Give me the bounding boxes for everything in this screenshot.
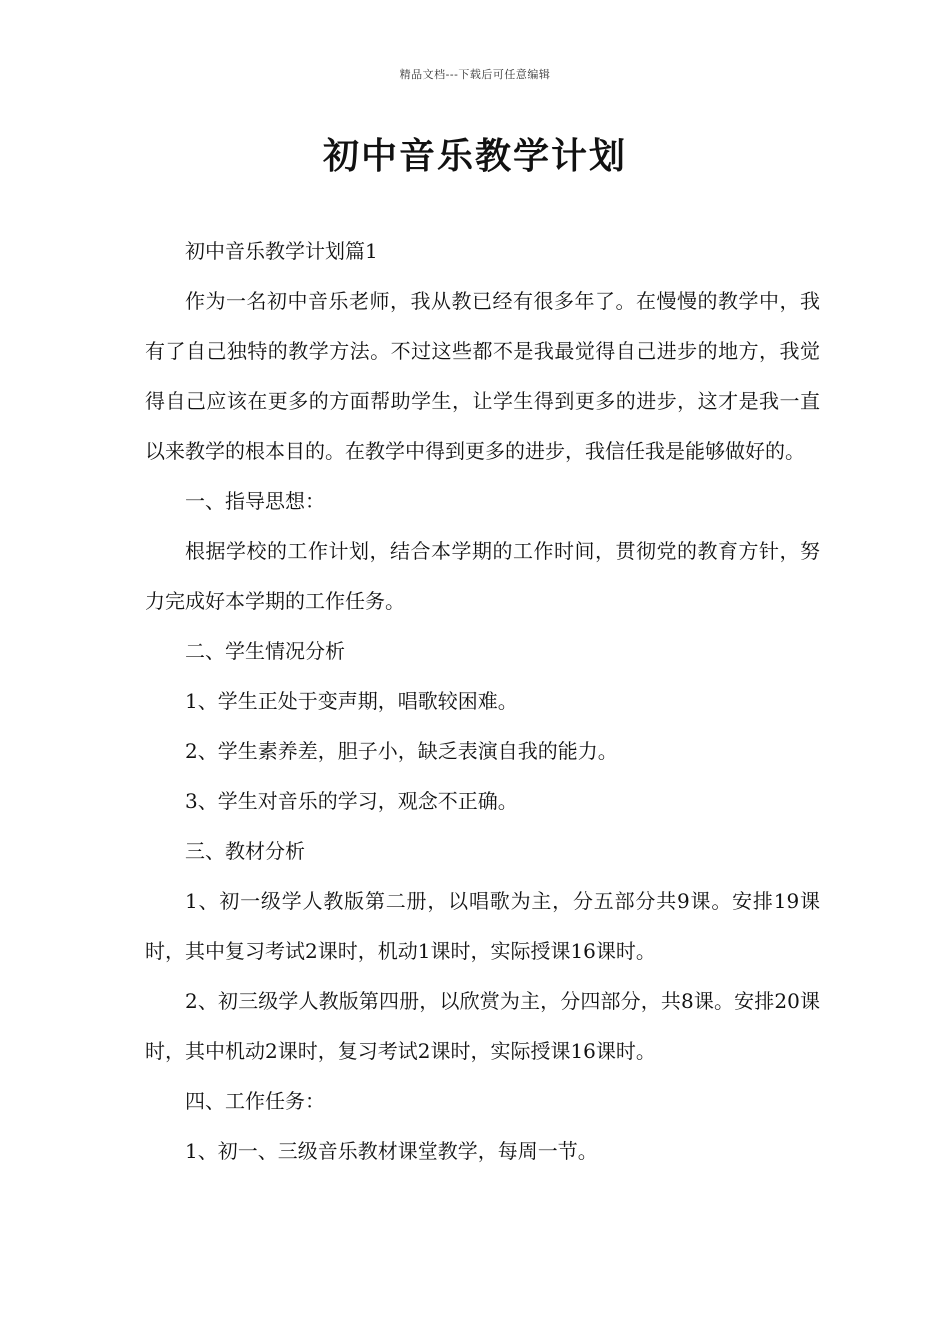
list-item: 2、学生素养差，胆子小，缺乏表演自我的能力。 <box>185 739 618 763</box>
section-heading: 一、指导思想： <box>185 489 325 513</box>
document-title: 初中音乐教学计划 <box>322 135 627 177</box>
section-heading: 四、工作任务： <box>185 1089 325 1113</box>
paragraph: 作为一名初中音乐老师，我从教已经有很多年了。在慢慢的教学中，我有了自己独特的教学方法。不过这些都不是我最觉得自己进步的地方，我觉得自己应该在更多的方面帮助学生，让学生得到更多的进步，这才是我一直以来教学的根本目的。在教学中得到更多的进步，我信任我是能够做好的。 <box>145 289 820 463</box>
list-item: 2、初三级学人教版第四册，以欣赏为主，分四部分，共8课。安排20课时，其中机动2课时，复习考试2课时，实际授课16课时。 <box>145 989 820 1063</box>
section-heading: 三、教材分析 <box>185 839 305 863</box>
section-heading: 初中音乐教学计划篇1 <box>185 239 378 263</box>
list-item: 1、初一级学人教版第二册，以唱歌为主，分五部分共9课。安排19课时，其中复习考试2课时，机动1课时，实际授课16课时。 <box>145 889 820 963</box>
paragraph: 根据学校的工作计划，结合本学期的工作时间，贯彻党的教育方针，努力完成好本学期的工作任务。 <box>145 539 820 613</box>
document-body <box>145 226 820 1176</box>
list-item: 1、初一、三级音乐教材课堂教学，每周一节。 <box>185 1139 598 1163</box>
section-heading: 二、学生情况分析 <box>185 639 345 663</box>
list-item: 3、学生对音乐的学习，观念不正确。 <box>185 789 518 813</box>
header-note: 精品文档---下载后可任意编辑 <box>399 68 551 81</box>
list-item: 1、学生正处于变声期，唱歌较困难。 <box>185 689 518 713</box>
